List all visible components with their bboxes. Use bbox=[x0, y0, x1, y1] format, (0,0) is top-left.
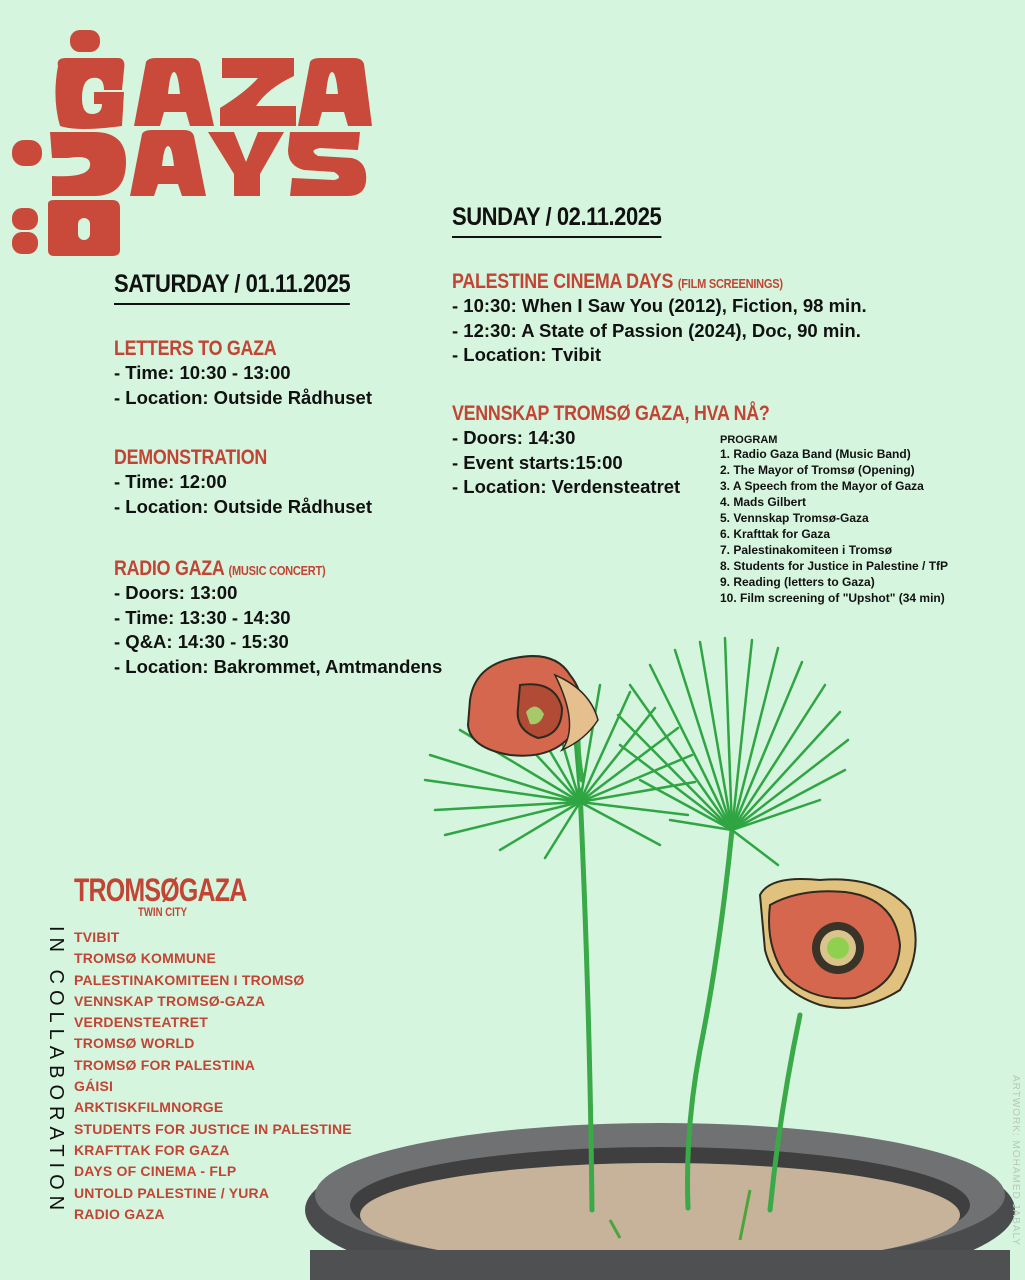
partner-item: PALESTINAKOMITEEN I TROMSØ bbox=[74, 971, 305, 988]
partner-item: TVIBIT bbox=[74, 929, 120, 945]
event-letters-to-gaza bbox=[114, 337, 372, 410]
event-start: - Event starts:15:00 bbox=[452, 451, 623, 473]
program-title: PROGRAM bbox=[720, 434, 778, 446]
event-demonstration bbox=[114, 446, 372, 519]
event-title bbox=[452, 270, 804, 294]
tromsogaza-brand-title: TROMSØGAZA bbox=[74, 872, 247, 908]
screening-1: - 10:30: When I Saw You (2012), Fiction, 98 min. bbox=[452, 295, 867, 316]
partner-item: VERDENSTEATRET bbox=[74, 1014, 208, 1031]
event-subtitle: (MUSIC CONCERT) bbox=[228, 563, 326, 578]
event-subtitle: (FILM SCREENINGS) bbox=[677, 276, 783, 291]
program-item: 7. Palestinakomiteen i Tromsø bbox=[720, 543, 893, 557]
event-location: - Location: Outside Rådhuset bbox=[114, 386, 372, 408]
program-item: 6. Krafttak for Gaza bbox=[720, 527, 831, 541]
partner-item: TROMSØ KOMMUNE bbox=[74, 950, 217, 967]
event-time: - Time: 10:30 - 13:00 bbox=[114, 362, 291, 383]
event-location: - Location: Bakrommet, Amtmandens bbox=[114, 655, 443, 677]
sunday-heading: SUNDAY / 02.11.2025 bbox=[452, 203, 661, 238]
saturday-heading: SATURDAY / 01.11.2025 bbox=[114, 270, 350, 305]
program-item: 2. The Mayor of Tromsø (Opening) bbox=[720, 463, 915, 477]
program-item: 5. Vennskap Tromsø-Gaza bbox=[720, 511, 869, 525]
artwork-credit: ARTWORK: MOHAMED JABALY bbox=[1010, 1075, 1021, 1246]
in-collaboration-label: IN COLLABORATION bbox=[45, 926, 67, 1217]
partner-item: UNTOLD PALESTINE / YURA bbox=[74, 1184, 270, 1201]
tromsogaza-brand-subtitle: TWIN CITY bbox=[138, 905, 188, 919]
event-title bbox=[114, 557, 393, 581]
event-time: - Time: 13:30 - 14:30 bbox=[114, 606, 291, 628]
event-time: - Time: 12:00 bbox=[114, 471, 227, 492]
plant-pot-artwork bbox=[300, 630, 1025, 1280]
partner-list bbox=[74, 927, 352, 1225]
program-item: 10. Film screening of "Upshot" (34 min) bbox=[720, 591, 945, 605]
event-title: VENNSKAP TROMSØ GAZA, HVA NÅ? bbox=[452, 402, 770, 425]
program-item: 4. Mads Gilbert bbox=[720, 495, 807, 509]
event-title: DEMONSTRATION bbox=[114, 446, 268, 469]
partner-item: TROMSØ FOR PALESTINA bbox=[74, 1056, 256, 1073]
screening-2: - 12:30: A State of Passion (2024), Doc, 90 min. bbox=[452, 319, 861, 341]
program-item: 1. Radio Gaza Band (Music Band) bbox=[720, 447, 911, 461]
event-location: - Location: Verdensteatret bbox=[452, 476, 681, 497]
partner-item: STUDENTS FOR JUSTICE IN PALESTINE bbox=[74, 1120, 352, 1137]
program-list bbox=[720, 434, 948, 606]
partner-item: RADIO GAZA bbox=[74, 1205, 165, 1222]
partner-item: KRAFTTAK FOR GAZA bbox=[74, 1141, 230, 1158]
event-location: - Location: Tvibit bbox=[452, 344, 602, 365]
event-title-main: PALESTINE CINEMA DAYS bbox=[452, 270, 674, 293]
event-palestine-cinema-days bbox=[452, 270, 867, 368]
program-item: 3. A Speech from the Mayor of Gaza bbox=[720, 479, 924, 493]
event-doors: - Doors: 14:30 bbox=[452, 427, 576, 448]
partner-item: TROMSØ WORLD bbox=[74, 1035, 195, 1052]
event-title-main: RADIO GAZA bbox=[114, 557, 224, 580]
program-item: 8. Students for Justice in Palestine / TfP bbox=[720, 559, 949, 573]
event-location: - Location: Outside Rådhuset bbox=[114, 495, 372, 517]
gaza-days-logo bbox=[8, 28, 378, 258]
partner-item: VENNSKAP TROMSØ-GAZA bbox=[74, 992, 266, 1009]
partner-item: GÁISI bbox=[74, 1078, 114, 1095]
partner-item: DAYS OF CINEMA - FLP bbox=[74, 1163, 237, 1180]
event-qa: - Q&A: 14:30 - 15:30 bbox=[114, 631, 289, 652]
event-title: LETTERS TO GAZA bbox=[114, 337, 277, 360]
pot-illustration bbox=[305, 1123, 1015, 1280]
program-item: 9. Reading (letters to Gaza) bbox=[720, 575, 875, 589]
partner-item: ARKTISKFILMNORGE bbox=[74, 1099, 224, 1116]
event-doors: - Doors: 13:00 bbox=[114, 582, 238, 603]
